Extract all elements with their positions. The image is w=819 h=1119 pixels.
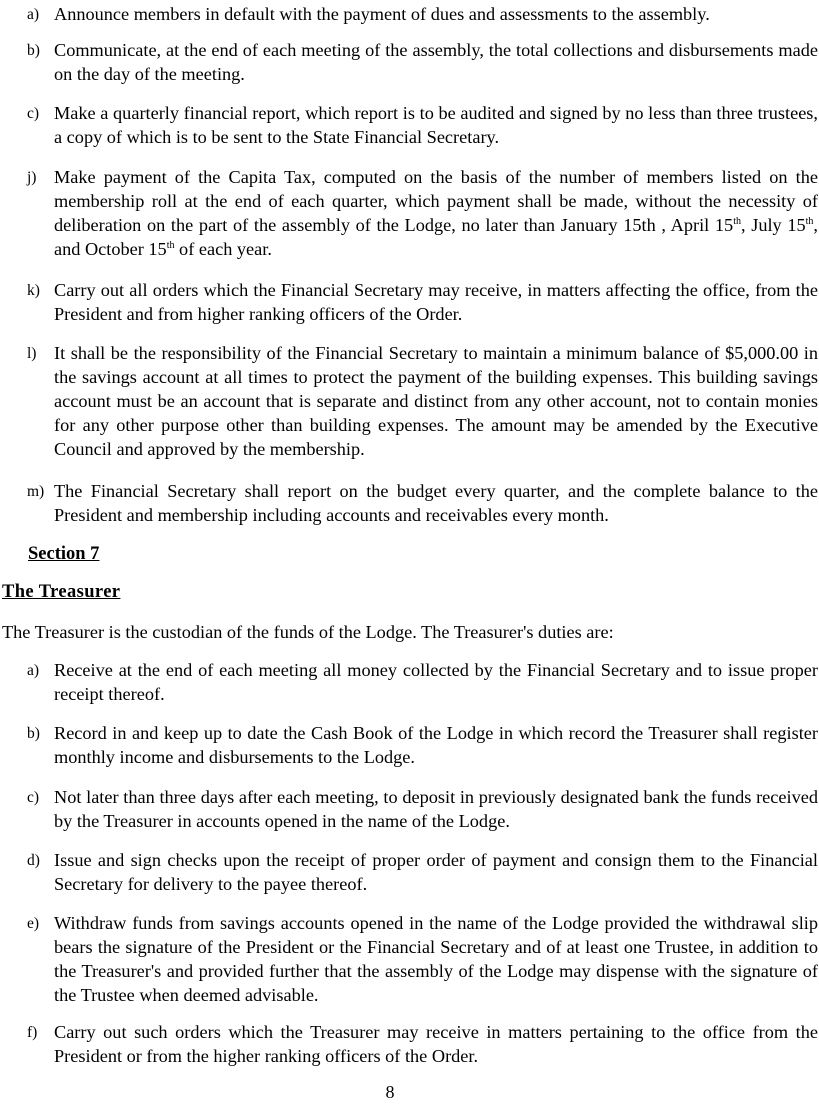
item-label: b)	[27, 42, 40, 59]
section-heading: Section 7	[28, 544, 100, 564]
list-item	[27, 911, 818, 1007]
list-item	[27, 721, 818, 769]
item-text: It shall be the responsibility of the Financial Secretary to maintain a minimum balance of $5,000.00 in the savings account at all times to protect the payment of the building expenses. This building savings account must be an account that is separate and distinct from any other account, not to contain monies for any other purpose other than building expenses. The amount may be amended by the Executive Council and approved by the membership.	[54, 343, 818, 459]
item-text: Carry out such orders which the Treasurer may receive in matters pertaining to the office from the President or from the higher ranking officers of the Order.	[54, 1022, 818, 1066]
capita-tax-text: of each year.	[174, 239, 272, 259]
list-item	[27, 479, 818, 527]
item-label: b)	[27, 725, 40, 742]
item-label: f)	[27, 1024, 38, 1041]
item-label: c)	[27, 105, 40, 122]
list-item	[27, 658, 818, 706]
capita-tax-text: , July 15	[740, 215, 806, 235]
list-item	[27, 1020, 818, 1068]
ordinal-suffix: th	[805, 215, 814, 227]
item-text: Record in and keep up to date the Cash Book of the Lodge in which record the Treasurer shall register monthly income and disbursements to the Lodge.	[54, 723, 818, 767]
list-item	[27, 341, 818, 461]
item-text: Carry out all orders which the Financial Secretary may receive, in matters affecting the office, from the President and from higher ranking officers of the Order.	[54, 280, 818, 324]
item-label: c)	[27, 789, 40, 806]
item-label: d)	[27, 852, 40, 869]
item-label: j)	[27, 169, 37, 186]
item-label: m)	[27, 483, 45, 500]
item-text	[54, 165, 818, 261]
capita-tax-text: Make payment of the Capita Tax, computed on the basis of the number of members listed on the membership roll at the end of each quarter, which payment shall be made, without the necessity of deliberation on the part of the assembly of the Lodge, no later than January 15th , April 15	[54, 167, 818, 235]
item-label: k)	[27, 282, 40, 299]
item-label: l)	[27, 345, 37, 362]
list-item	[27, 2, 818, 26]
item-text: Not later than three days after each meeting, to deposit in previously designated bank the funds received by the Treasurer in accounts opened in the name of the Lodge.	[54, 787, 818, 831]
item-text: Make a quarterly financial report, which report is to be audited and signed by no less than three trustees, a copy of which is to be sent to the State Financial Secretary.	[54, 103, 818, 147]
list-item	[27, 785, 818, 833]
item-label: a)	[27, 6, 40, 23]
ordinal-suffix: th	[733, 215, 741, 227]
item-text: Issue and sign checks upon the receipt of proper order of payment and consign them to the Financial Secretary for delivery to the payee thereof.	[54, 850, 818, 894]
item-label: e)	[27, 915, 40, 932]
list-item	[27, 848, 818, 896]
item-text: Receive at the end of each meeting all money collected by the Financial Secretary and to issue proper receipt thereof.	[54, 660, 818, 704]
item-text: Withdraw funds from savings accounts opened in the name of the Lodge provided the withdrawal slip bears the signature of the President or the Financial Secretary and of at least one Trustee, in addition to the Treasurer's and provided further that the assembly of the Lodge may dispense with the signature of the Trustee when deemed advisable.	[54, 913, 818, 1005]
item-label: a)	[27, 662, 40, 679]
list-item	[27, 165, 818, 261]
page-number: 8	[385, 1082, 395, 1102]
ordinal-suffix: th	[166, 239, 175, 251]
item-text: Announce members in default with the payment of dues and assessments to the assembly.	[54, 4, 710, 24]
office-heading: The Treasurer	[2, 582, 121, 602]
item-text: The Financial Secretary shall report on the budget every quarter, and the complete balance to the President and membership including accounts and receivables every month.	[54, 481, 818, 525]
item-text: Communicate, at the end of each meeting of the assembly, the total collections and disbursements made on the day of the meeting.	[54, 40, 818, 84]
capita-tax-text: , and October 15	[54, 215, 818, 259]
intro-text: The Treasurer is the custodian of the funds of the Lodge. The Treasurer's duties are:	[2, 622, 614, 642]
list-item	[27, 278, 818, 326]
list-item	[27, 38, 818, 86]
list-item	[27, 101, 818, 149]
